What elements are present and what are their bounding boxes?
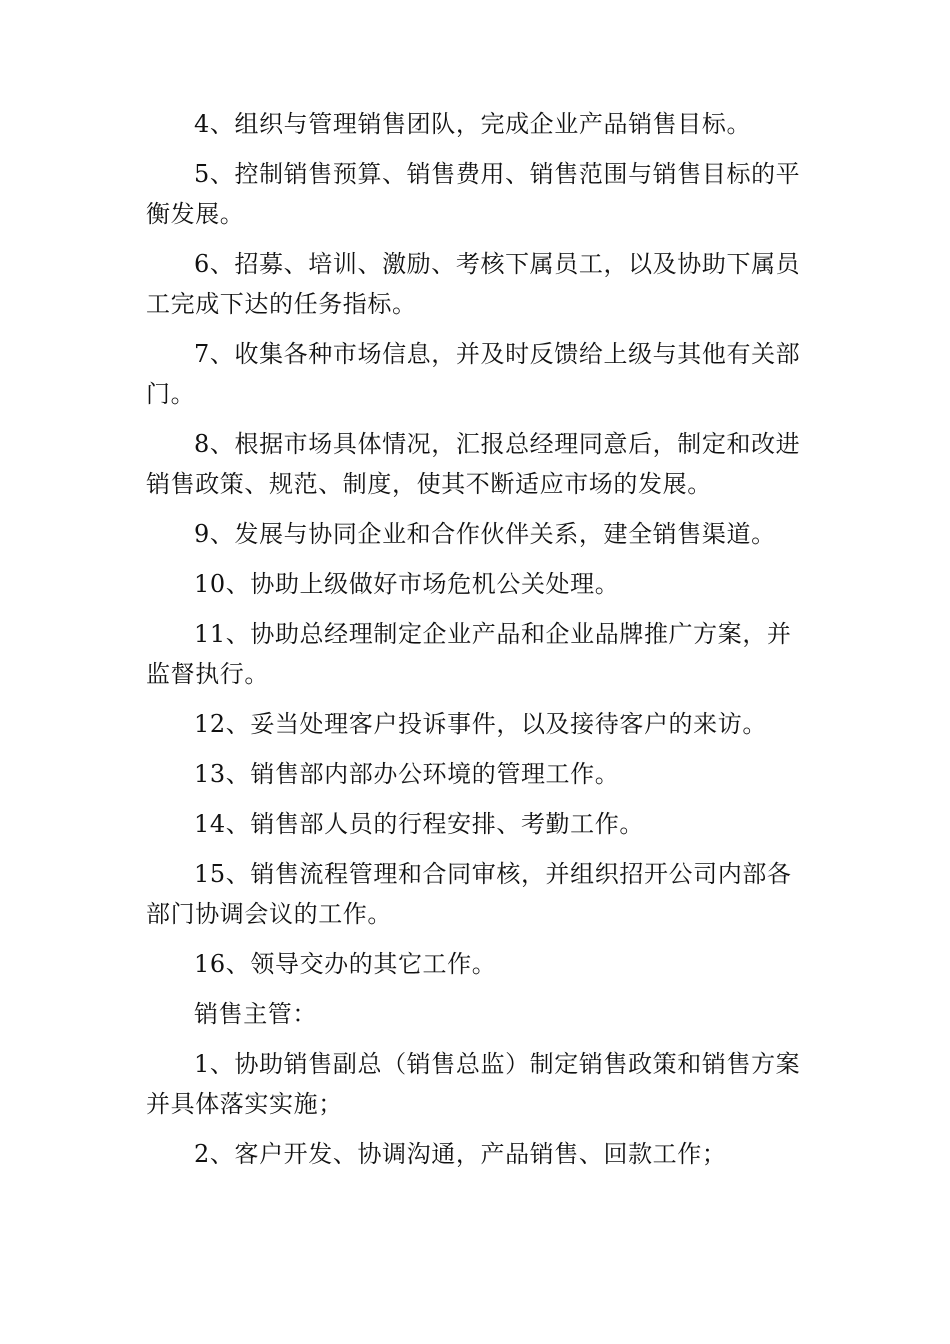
paragraph-item-8: 8、根据市场具体情况，汇报总经理同意后，制定和改进销售政策、规范、制度，使其不断适应市场的发展。 [146, 430, 801, 498]
paragraph-item-4: 4、组织与管理销售团队，完成企业产品销售目标。 [194, 110, 752, 138]
paragraph-item-16: 16、领导交办的其它工作。 [194, 950, 497, 978]
paragraph-item-10: 10、协助上级做好市场危机公关处理。 [194, 570, 620, 598]
paragraph-item-7: 7、收集各种市场信息，并及时反馈给上级与其他有关部门。 [146, 340, 801, 408]
paragraph-supervisor-item-2: 2、客户开发、协调沟通，产品销售、回款工作； [194, 1140, 727, 1168]
paragraph-item-12: 12、妥当处理客户投诉事件，以及接待客户的来访。 [194, 710, 767, 738]
section-heading-sales-supervisor: 销售主管： [194, 1000, 317, 1028]
paragraph-item-5: 5、控制销售预算、销售费用、销售范围与销售目标的平衡发展。 [146, 160, 801, 228]
paragraph-item-13: 13、销售部内部办公环境的管理工作。 [194, 760, 620, 788]
paragraph-supervisor-item-1: 1、协助销售副总（销售总监）制定销售政策和销售方案并具体落实实施； [146, 1050, 801, 1118]
paragraph-item-11: 11、协助总经理制定企业产品和企业品牌推广方案，并监督执行。 [146, 620, 792, 688]
paragraph-item-6: 6、招募、培训、激励、考核下属员工，以及协助下属员工完成下达的任务指标。 [146, 250, 801, 318]
paragraph-item-15: 15、销售流程管理和合同审核，并组织招开公司内部各部门协调会议的工作。 [146, 860, 792, 928]
paragraph-item-14: 14、销售部人员的行程安排、考勤工作。 [194, 810, 644, 838]
document-body [146, 104, 806, 1184]
paragraph-item-9: 9、发展与协同企业和合作伙伴关系，建全销售渠道。 [194, 520, 776, 548]
